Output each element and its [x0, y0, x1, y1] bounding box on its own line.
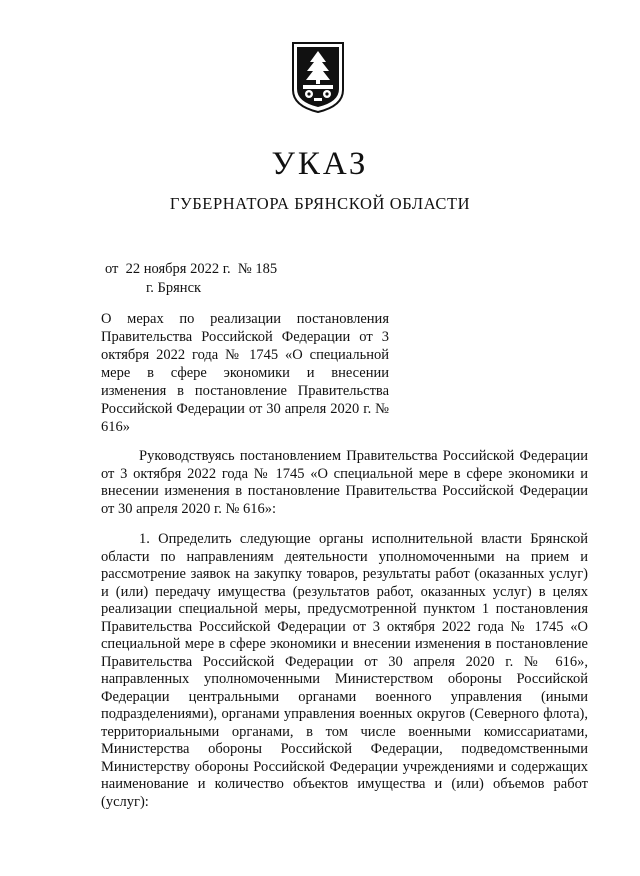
- item-1-paragraph: [101, 531, 588, 811]
- document-city: г. Брянск: [146, 280, 202, 296]
- document-date-number: от 22 ноября 2022 г. № 185: [105, 261, 278, 277]
- item-1-text: 1. Определить следующие органы исполнительной власти Брянской области по направлениям деятельности уполномоченными на прием и рассмотрение заявок на закупку товаров, результаты работ (оказанных услуг) и (или) передачу имущества (результатов работ, оказанных услуг) в целях реализации специальной меры, предусмотренной пунктом 1 постановления Правительства Российской Федерации от 3 октября 2022 года № 1745 «О специальной мере в сфере экономики и внесении изменения в постановление Правительства Российской Федерации от 30 апреля 2020 г. № 616», направленных уполномоченными Министерством обороны Российской Федерации центральными органами военного управления (иными подразделениями), органами управления военных округов (Северного флота), территориальными органами, в том числе военными комиссариатами, Министерства обороны Российской Федерации, подведомственными Министерству обороны Российской Федерации учреждениями и содержащих наименование и количество объектов имущества и (или) объемов работ (услуг):: [101, 531, 588, 810]
- preamble-paragraph: [101, 448, 588, 518]
- document-issuer: ГУБЕРНАТОРА БРЯНСКОЙ ОБЛАСТИ: [169, 194, 471, 213]
- coat-of-arms-icon: [290, 40, 346, 114]
- document-subject: О мерах по реализации постановления Правительства Российской Федерации от 3 октября 2022 года № 1745 «О специальной мере в сфере экономики и внесении изменения в постановление Правительства Российской Федерации от 30 апреля 2020 г. № 616»: [101, 311, 389, 435]
- preamble-text: Руководствуясь постановлением Правительства Российской Федерации от 3 октября 2022 года № 1745 «О специальной мере в сфере экономики и внесении изменения в постановление Правительства Российской Федерации от 30 апреля 2020 г. № 616»:: [101, 448, 588, 517]
- document-title: УКАЗ: [271, 146, 369, 182]
